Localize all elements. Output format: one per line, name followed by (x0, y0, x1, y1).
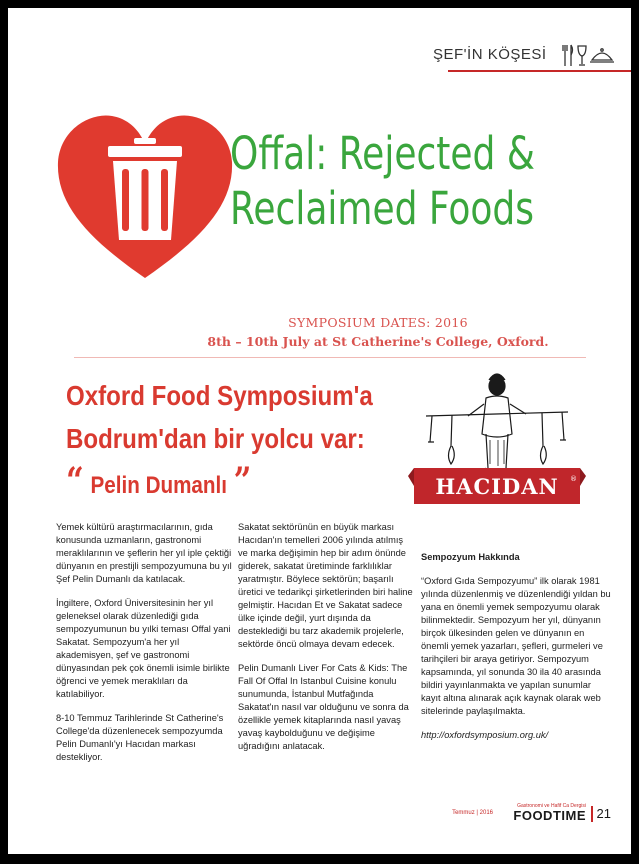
col2-paragraph-2: Pelin Dumanlı Liver For Cats & Kids: The Fall Of Offal In Istanbul Cuisine konulu sunumunda, İstanbul Mutfağında Sakatat'ın nasıl var olduğunu ve sonra da özellikle yemek kitaplarında nasıl yavaş yavaş kaybolduğunu ve değişime uğradığını anlatacak. (238, 663, 409, 751)
logo-brand: HACIDAN (435, 474, 559, 499)
col3-paragraph-1: “Oxford Gıda Sempozyumu” ilk olarak 1981 yılında düzenlenmiş ve düzenlendiği yıldan bu yana en önemli yemek sempozyumu olarak bilinmektedir. Sempozyum her yıl, dünyanın birçok ülkesinden gelen ve dünyanın en önemli yemek yazarları, şefleri, gurmeleri ve tarihçileri bir araya getiriyor. Sempozyum kapsamında, yıl sonunda 30 ila 40 arasında bildiri yayınlanmakta ve yapılan sunumlar kayıt altına alınarak açık kaynak olarak web sitelerinde paylaşılmakta. (421, 576, 611, 716)
open-quote: “ (66, 460, 84, 502)
section-rule (448, 70, 631, 72)
section-label: ŞEF'İN KÖŞESİ (433, 46, 547, 63)
title-line-1: Offal: Rejected & (230, 127, 535, 180)
main-title (230, 126, 550, 237)
footer-divider (591, 806, 593, 822)
symposium-dates-detail: 8th – 10th July at St Catherine's College, Oxford. (207, 334, 549, 349)
title-line-2: Reclaimed Foods (230, 182, 534, 236)
serving-dish-icon (590, 49, 614, 62)
article-column-3 (421, 551, 611, 742)
wine-glass-icon (578, 46, 586, 65)
magazine-page (8, 8, 631, 854)
fork-knife-icon (563, 45, 573, 66)
hacidan-logo (408, 364, 586, 514)
article-column-2 (238, 521, 414, 764)
dates-divider (74, 357, 586, 358)
col1-paragraph-1: Yemek kültürü araştırmacılarının, gıda konusunda uzmanların, gastronomi meraklılarının ve şeflerin her yıl iple çektiği dünyanın en prestijli sempozyumuna bu yıl Şef Pelin Dumanlı da katılacak. (56, 522, 232, 584)
page-number: 21 (596, 806, 611, 821)
section-icons (561, 42, 616, 68)
footer-brand-tagline: Gastronomi ve Hafif Ca Dergisi (517, 803, 586, 809)
col1-paragraph-2: İngiltere, Oxford Üniversitesinin her yıl geleneksel olarak düzenlediği gıda sempozyumunun bu yılki teması Offal yani Sakatat. Sempozyum'a her yıl akademisyen, şef ve gastronomi dünyasından pek çok önemli isimle birlikte öğrenci ve yemek meraklıları da katılabiliyor. (56, 598, 231, 699)
symposium-dates (158, 315, 598, 349)
col3-heading: Sempozyum Hakkında (421, 552, 520, 562)
headline-line-2: Bodrum'dan bir yolcu var: (66, 423, 365, 454)
headline-line-1: Oxford Food Symposium'a (66, 380, 373, 411)
symposium-url[interactable]: http://oxfordsymposium.org.uk/ (421, 730, 549, 740)
close-quote: ” (233, 460, 252, 502)
col2-paragraph-1: Sakatat sektörünün en büyük markası Hacıdan'ın temelleri 2006 yılında atılmış ve marka değişimin hep bir adım önünde giderek, sakatat üretiminde farklılıklar yaratmıştır. Böylece sektörün; başarılı üretici ve tedarikçi şirketlerinden biri haline gelmiştir. Hacıdan Et ve Sakatat sadece ülke içinde değil, yurt dışında da desteklediği bu tarz akademik projelerle, sektörde öncü olmaya devam edecek. (238, 522, 413, 649)
footer-brand: FOODTIME (513, 808, 586, 823)
logo-registered-mark: ® (570, 475, 577, 483)
headline-name: Pelin Dumanlı (90, 472, 227, 499)
headline-line-3 (66, 460, 373, 507)
trash-can-heart-icon (50, 100, 240, 290)
article-headline (66, 374, 373, 507)
col1-paragraph-3: 8-10 Temmuz Tarihlerinde St Catherine's College'da düzenlenecek sempozyumda Pelin Dumanlı'yı Hacıdan markası destekliyor. (56, 713, 224, 762)
butcher-illustration-icon (426, 374, 568, 474)
footer-date: Temmuz | 2016 (452, 810, 493, 816)
article-column-1 (56, 521, 234, 775)
symposium-dates-title: SYMPOSIUM DATES: 2016 (288, 315, 468, 330)
